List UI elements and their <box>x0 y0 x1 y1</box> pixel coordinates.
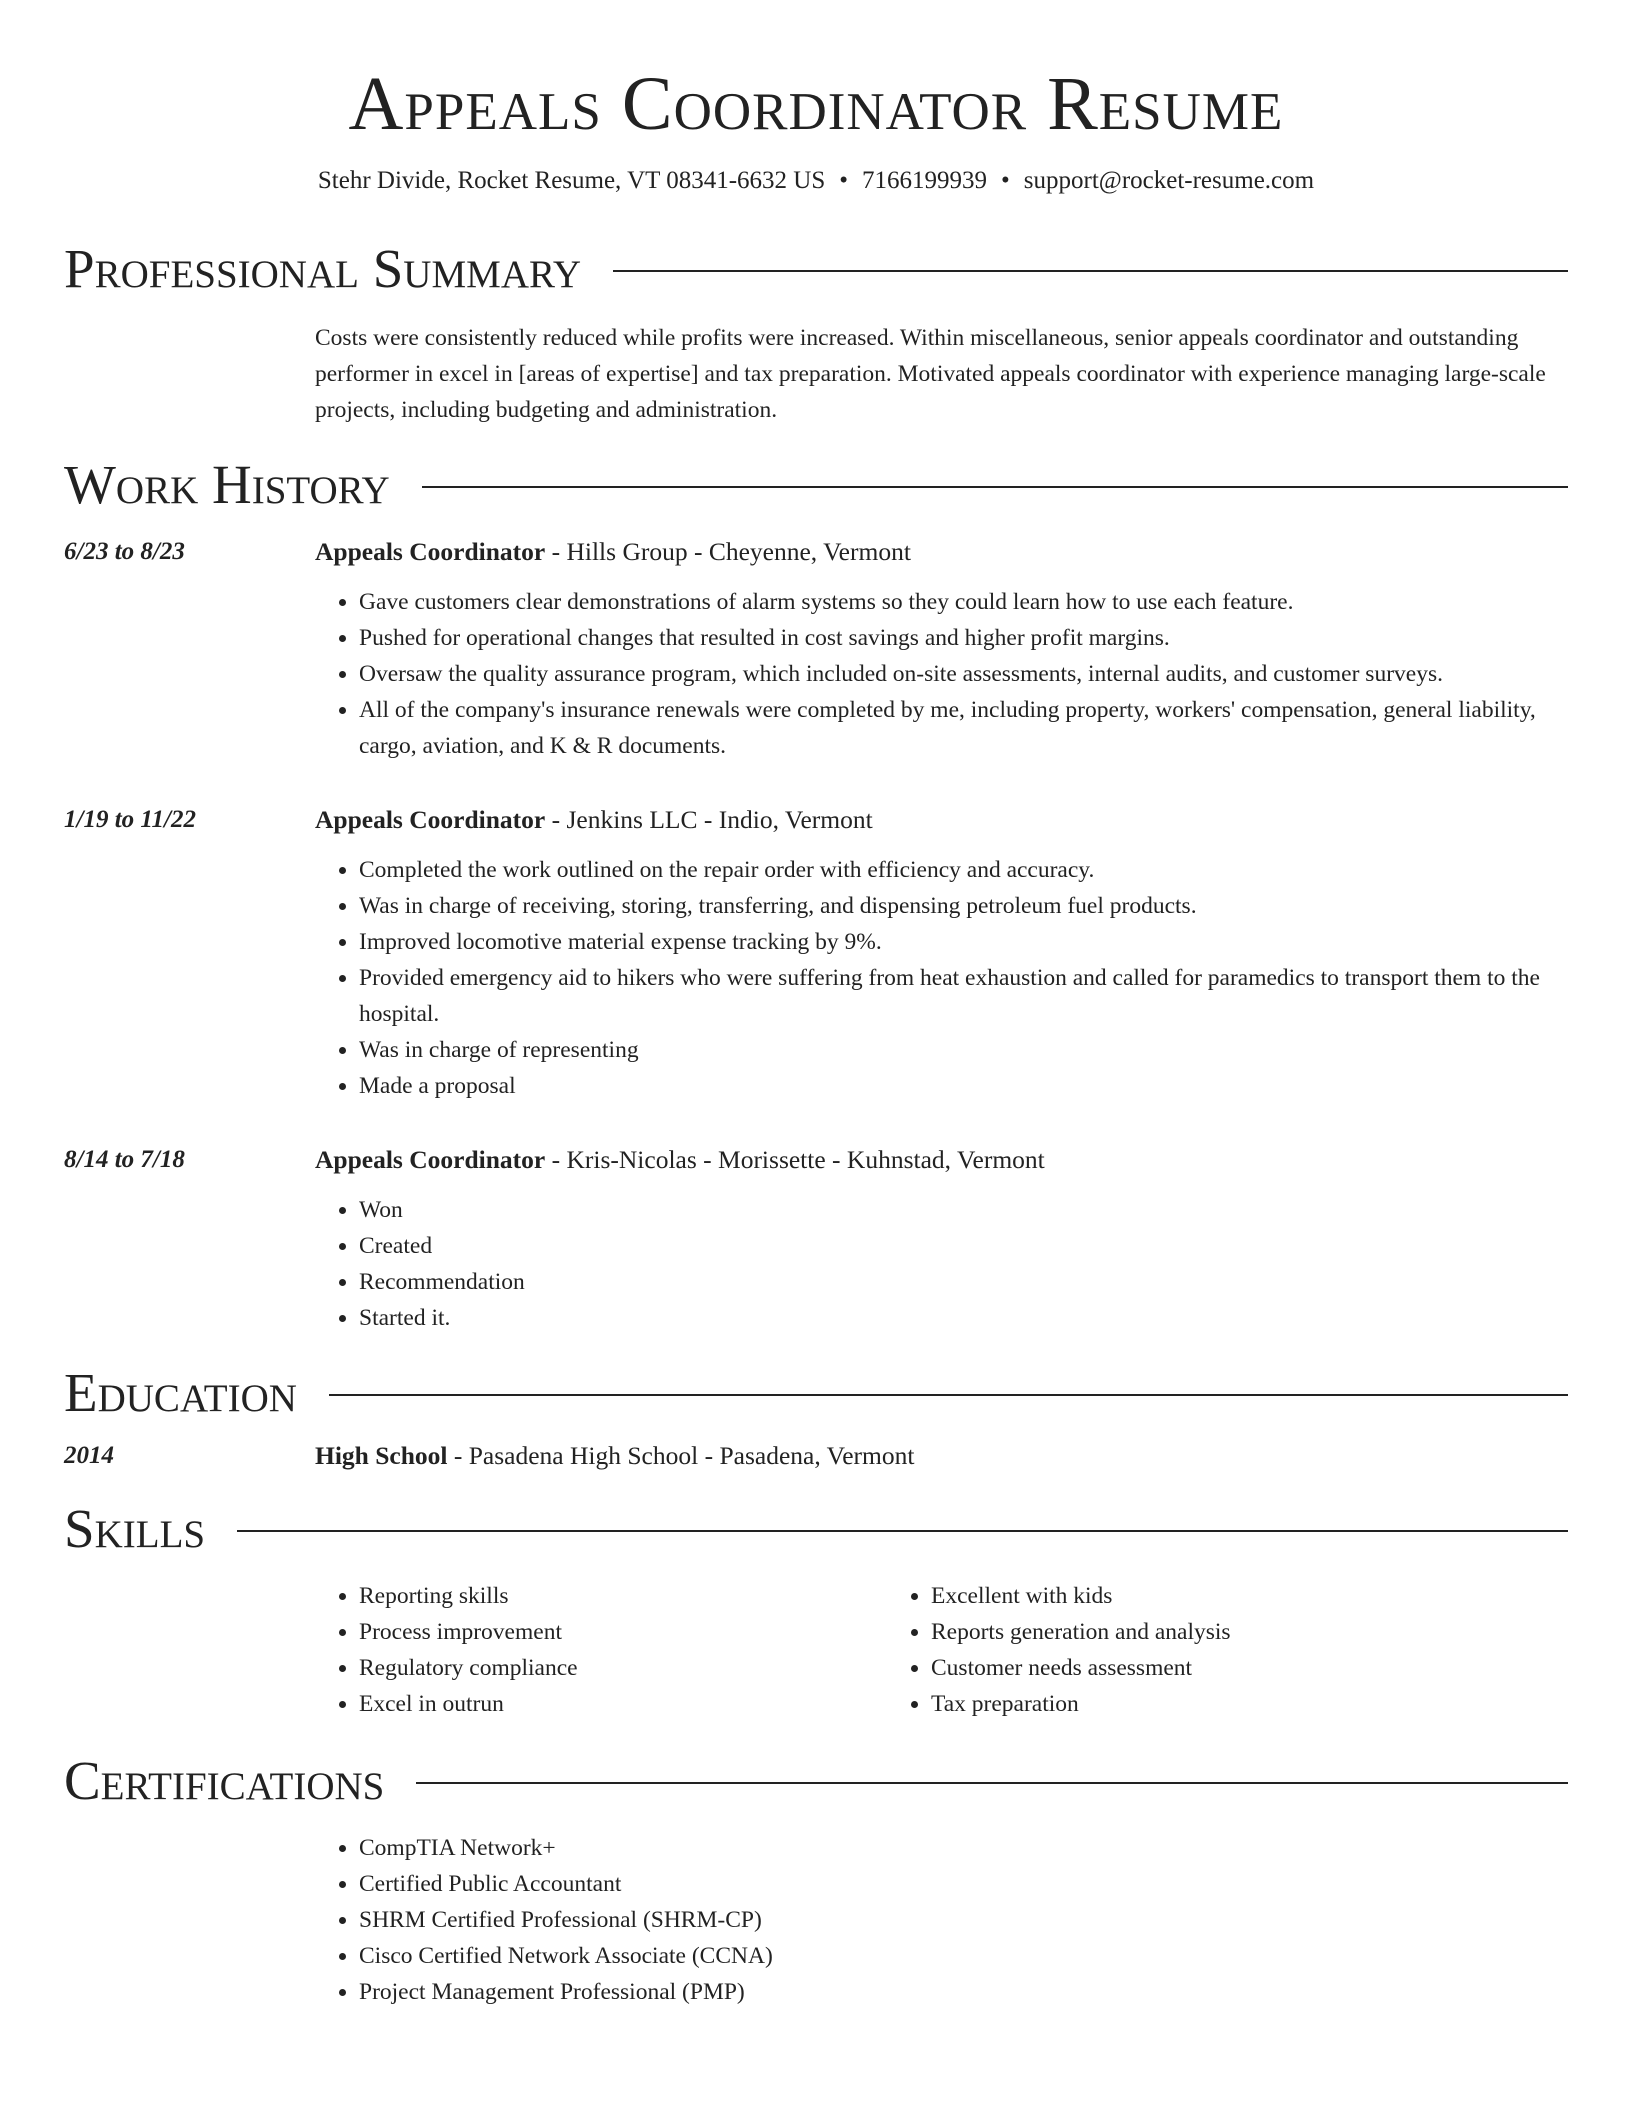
list-item: • CompTIA Network+ <box>359 1830 1568 1866</box>
list-item: • Project Management Professional (PMP) <box>359 1974 1568 2010</box>
certifications-section-header <box>64 1750 1568 1812</box>
list-item: • Started it. <box>359 1300 1568 1336</box>
job-dates: 1/19 to 11/22 <box>64 806 196 833</box>
list-item: • Gave customers clear demonstrations of alarm systems so they could learn how to use each feature. <box>359 584 1568 620</box>
list-item: • All of the company's insurance renewals were completed by me, including property, workers' compensation, general liability, cargo, aviation, and K & R documents. <box>359 692 1568 764</box>
section-divider <box>613 270 1568 272</box>
contact-separator: • <box>839 167 849 194</box>
list-item: • Was in charge of representing <box>359 1032 1568 1068</box>
job-bullets <box>315 852 1568 1104</box>
list-item: • Created <box>359 1228 1568 1264</box>
summary-heading: Professional Summary <box>64 238 582 299</box>
contact-line <box>64 164 1568 198</box>
job-title-line <box>315 1142 1568 1178</box>
job-title: Appeals Coordinator <box>315 537 546 566</box>
list-item: • Regulatory compliance <box>359 1650 887 1686</box>
job-entry <box>64 802 1568 1104</box>
job-title: Appeals Coordinator <box>315 1145 546 1174</box>
education-line <box>315 1438 914 1474</box>
work-history-section-header <box>64 454 1568 516</box>
education-degree: High School <box>315 1441 448 1470</box>
contact-separator: • <box>1001 167 1010 194</box>
work-history-heading: Work History <box>64 454 390 515</box>
section-divider <box>416 1782 1568 1784</box>
job-details: - Kris-Nicolas - Morissette - Kuhnstad, Vermont <box>545 1145 1045 1174</box>
skills-column-right <box>887 1578 1459 1722</box>
job-body <box>315 1142 1568 1336</box>
job-dates: 8/14 to 7/18 <box>64 1146 185 1173</box>
education-entry <box>64 1438 1568 1474</box>
list-item: • Certified Public Accountant <box>359 1866 1568 1902</box>
list-item: • Process improvement <box>359 1614 887 1650</box>
job-title-line <box>315 802 1568 838</box>
skills-grid <box>315 1578 1568 1722</box>
education-section-header <box>64 1362 1568 1424</box>
list-item: • Cisco Certified Network Associate (CCNA) <box>359 1938 1568 1974</box>
list-item: • Improved locomotive material expense tracking by 9%. <box>359 924 1568 960</box>
list-item: • Was in charge of receiving, storing, transferring, and dispensing petroleum fuel products. <box>359 888 1568 924</box>
summary-text: Costs were consistently reduced while profits were increased. Within miscellaneous, senior appeals coordinator and outstanding performer in excel in [areas of expertise] and tax preparation. Motivated appeals coordinator with experience managing large-scale projects, including budgeting and administration. <box>315 325 1546 423</box>
section-divider <box>422 486 1568 488</box>
job-entry <box>64 534 1568 764</box>
education-year: 2014 <box>64 1442 114 1469</box>
list-item: • Completed the work outlined on the repair order with efficiency and accuracy. <box>359 852 1568 888</box>
job-dates: 6/23 to 8/23 <box>64 538 185 565</box>
list-item: • Oversaw the quality assurance program, which included on-site assessments, internal audits, and customer surveys. <box>359 656 1568 692</box>
job-details: - Jenkins LLC - Indio, Vermont <box>545 805 873 834</box>
job-title: Appeals Coordinator <box>315 805 546 834</box>
list-item: • Excellent with kids <box>931 1578 1459 1614</box>
job-body <box>315 534 1568 764</box>
job-title-line <box>315 534 1568 570</box>
certifications-list <box>315 1830 1568 2010</box>
skills-column-left <box>315 1578 887 1722</box>
section-divider <box>237 1530 1568 1532</box>
education-details: - Pasadena High School - Pasadena, Vermont <box>447 1441 915 1470</box>
list-item: • Made a proposal <box>359 1068 1568 1104</box>
list-item: • Customer needs assessment <box>931 1650 1459 1686</box>
contact-phone: 7166199939 <box>862 167 988 194</box>
list-item: • Tax preparation <box>931 1686 1459 1722</box>
document-title: Appeals Coordinator Resume <box>348 62 1284 146</box>
job-details: - Hills Group - Cheyenne, Vermont <box>545 537 911 566</box>
list-item: • Reports generation and analysis <box>931 1614 1459 1650</box>
job-entry <box>64 1142 1568 1336</box>
contact-email: support@rocket-resume.com <box>1023 167 1315 194</box>
contact-address: Stehr Divide, Rocket Resume, VT 08341-6632 US <box>317 167 826 194</box>
skills-heading: Skills <box>64 1498 206 1559</box>
list-item: • Pushed for operational changes that resulted in cost savings and higher profit margins. <box>359 620 1568 656</box>
education-heading: Education <box>64 1362 297 1423</box>
job-bullets <box>315 1192 1568 1336</box>
certifications-items <box>315 1830 1568 2010</box>
list-item: • Reporting skills <box>359 1578 887 1614</box>
list-item: • Excel in outrun <box>359 1686 887 1722</box>
job-bullets <box>315 584 1568 764</box>
skills-section-header <box>64 1498 1568 1560</box>
list-item: • Won <box>359 1192 1568 1228</box>
list-item: • SHRM Certified Professional (SHRM-CP) <box>359 1902 1568 1938</box>
list-item: • Provided emergency aid to hikers who were suffering from heat exhaustion and called for paramedics to transport them to the hospital. <box>359 960 1568 1032</box>
certifications-heading: Certifications <box>64 1750 385 1811</box>
section-divider <box>329 1394 1568 1396</box>
list-item: • Recommendation <box>359 1264 1568 1300</box>
job-body <box>315 802 1568 1104</box>
summary-section-header <box>64 238 1568 300</box>
